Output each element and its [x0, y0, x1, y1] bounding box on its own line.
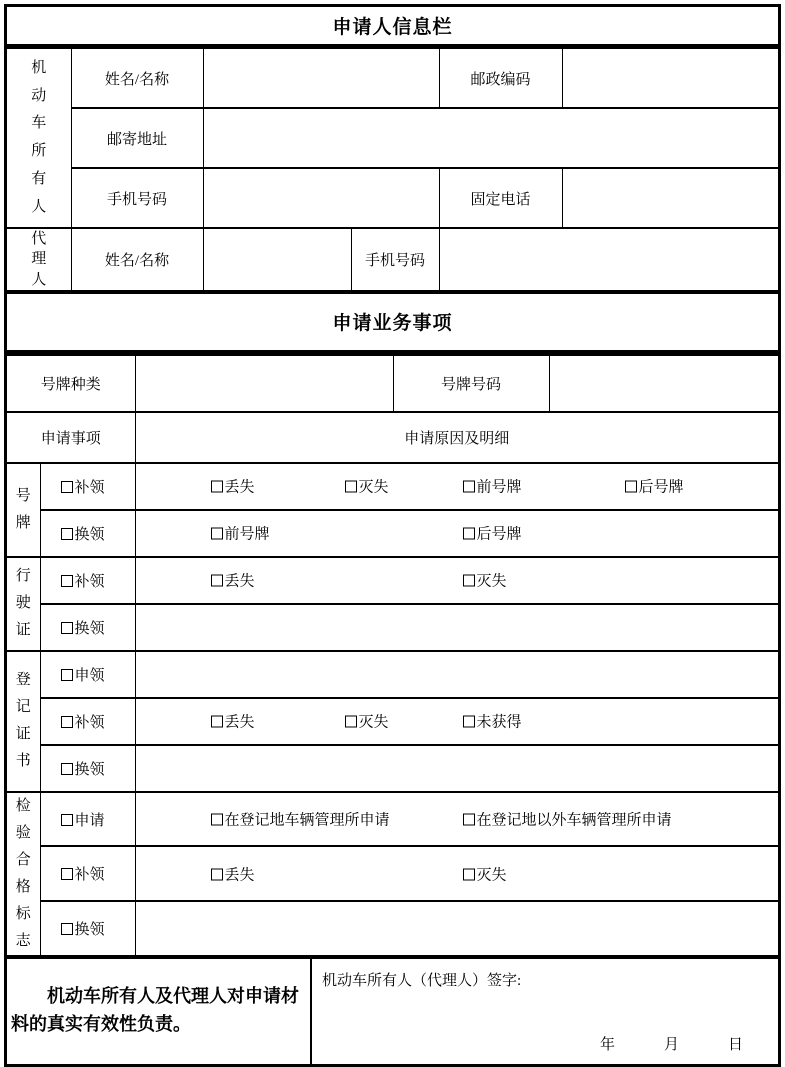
owner-label-cell: [7, 48, 71, 228]
option-checkbox[interactable]: [61, 922, 105, 938]
reason-detail-label: 申请原因及明细: [135, 412, 778, 463]
option-checkbox[interactable]: [61, 574, 105, 590]
business-title-text: 申请业务事项: [332, 313, 453, 335]
checkbox-icon[interactable]: [463, 481, 475, 493]
option-checkbox-label: 换领: [74, 921, 105, 938]
choice-checkbox[interactable]: [463, 809, 672, 830]
checkbox-icon[interactable]: [211, 481, 223, 493]
checkbox-icon[interactable]: [61, 923, 73, 935]
checkbox-icon[interactable]: [61, 528, 73, 540]
option-checkbox[interactable]: [61, 867, 105, 883]
option-row: [7, 510, 778, 557]
business-title: [7, 292, 778, 354]
agent-label-cell: [7, 228, 71, 291]
category-label: 检验合格标志: [15, 797, 31, 949]
option-checkbox[interactable]: [61, 527, 105, 543]
option-checkbox[interactable]: [61, 762, 105, 778]
date-day-label: 日: [728, 1036, 744, 1053]
option-cell: [40, 557, 135, 604]
fixed-phone-input[interactable]: [562, 168, 778, 228]
choice-checkbox[interactable]: [463, 476, 522, 497]
category-label: 登记证书: [15, 672, 31, 770]
checkbox-icon[interactable]: [211, 814, 223, 826]
checkbox-icon[interactable]: [625, 481, 637, 493]
checkbox-icon[interactable]: [463, 716, 475, 728]
checkbox-icon[interactable]: [61, 622, 73, 634]
owner-name-label: 姓名/名称: [71, 48, 203, 108]
checkbox-icon[interactable]: [211, 575, 223, 587]
choices-cell: [135, 698, 778, 745]
option-checkbox-label: 补领: [74, 573, 105, 590]
option-checkbox[interactable]: [61, 480, 105, 496]
choice-checkbox-label: 丢失: [224, 714, 255, 731]
choices-cell: [135, 651, 778, 698]
choice-checkbox-label: 前号牌: [224, 526, 270, 543]
choice-checkbox[interactable]: [345, 711, 389, 732]
choices-cell: [135, 792, 778, 847]
option-checkbox-label: 换领: [74, 620, 105, 637]
mobile-input[interactable]: [203, 168, 439, 228]
option-row: [7, 745, 778, 792]
agent-name-label: 姓名/名称: [71, 228, 203, 291]
plate-type-input[interactable]: [135, 355, 393, 412]
choice-checkbox-label: 后号牌: [638, 479, 684, 496]
option-cell: [40, 698, 135, 745]
checkbox-icon[interactable]: [61, 481, 73, 493]
choices-cell: [135, 846, 778, 901]
checkbox-icon[interactable]: [61, 814, 73, 826]
option-checkbox-label: 补领: [74, 714, 105, 731]
date-month-label: 月: [664, 1036, 680, 1053]
checkbox-icon[interactable]: [211, 716, 223, 728]
option-cell: [40, 846, 135, 901]
choice-checkbox[interactable]: [211, 523, 270, 544]
option-row: [7, 604, 778, 651]
choices-cell: [135, 463, 778, 510]
choice-checkbox-label: 灭失: [476, 573, 507, 590]
application-item-label: 申请事项: [7, 412, 135, 463]
choices-cell: [135, 745, 778, 792]
category-cell: [7, 792, 40, 956]
date-year-label: 年: [600, 1036, 616, 1053]
option-cell: [40, 463, 135, 510]
option-cell: [40, 510, 135, 557]
choices-cell: [135, 510, 778, 557]
choice-checkbox[interactable]: [211, 476, 255, 497]
plate-number-label: 号牌号码: [393, 355, 549, 412]
choice-checkbox[interactable]: [345, 476, 389, 497]
checkbox-icon[interactable]: [345, 716, 357, 728]
choice-checkbox[interactable]: [463, 570, 507, 591]
option-cell: [40, 651, 135, 698]
mobile-label: 手机号码: [71, 168, 203, 228]
mailing-address-label: 邮寄地址: [71, 108, 203, 168]
checkbox-icon[interactable]: [463, 814, 475, 826]
applicant-info-table: [7, 47, 778, 292]
choice-checkbox[interactable]: [463, 863, 507, 884]
checkbox-icon[interactable]: [463, 868, 475, 880]
option-cell: [40, 604, 135, 651]
category-cell: [7, 557, 40, 651]
responsibility-statement: 机动车所有人及代理人对申请材料的真实有效性负责。: [11, 986, 299, 1035]
option-row: [7, 792, 778, 847]
option-checkbox[interactable]: [61, 715, 105, 731]
business-table: [7, 354, 778, 957]
checkbox-icon[interactable]: [463, 575, 475, 587]
choice-checkbox[interactable]: [463, 523, 522, 544]
mailing-address-input[interactable]: [203, 108, 778, 168]
choice-checkbox[interactable]: [463, 711, 522, 732]
checkbox-icon[interactable]: [345, 481, 357, 493]
choice-checkbox-label: 未获得: [476, 714, 522, 731]
form-frame: [4, 4, 781, 1067]
choice-checkbox-label: 丢失: [224, 479, 255, 496]
choice-checkbox-label: 在登记地以外车辆管理所申请: [476, 812, 672, 829]
option-checkbox-label: 申领: [74, 667, 105, 684]
applicant-info-title-text: 申请人信息栏: [332, 17, 453, 38]
option-row: [7, 901, 778, 956]
owner-label: 机动车所有人: [31, 59, 47, 215]
checkbox-icon[interactable]: [211, 528, 223, 540]
choice-checkbox[interactable]: [211, 570, 255, 591]
choices-cell: [135, 901, 778, 956]
choices-cell: [135, 604, 778, 651]
option-checkbox-label: 换领: [74, 526, 105, 543]
postal-code-label: 邮政编码: [439, 48, 562, 108]
agent-mobile-label: 手机号码: [351, 228, 439, 291]
choice-checkbox[interactable]: [625, 476, 684, 497]
checkbox-icon[interactable]: [211, 868, 223, 880]
option-row: [7, 557, 778, 604]
choice-checkbox[interactable]: [211, 809, 390, 830]
plate-type-label: 号牌种类: [7, 355, 135, 412]
checkbox-icon[interactable]: [61, 669, 73, 681]
choice-checkbox-label: 灭失: [476, 867, 507, 884]
option-checkbox-label: 补领: [74, 479, 105, 496]
checkbox-icon[interactable]: [463, 528, 475, 540]
postal-code-input[interactable]: [562, 48, 778, 108]
option-checkbox[interactable]: [61, 621, 105, 637]
option-cell: [40, 745, 135, 792]
choice-checkbox-label: 在登记地车辆管理所申请: [224, 812, 390, 829]
owner-name-input[interactable]: [203, 48, 439, 108]
category-cell: [7, 651, 40, 792]
agent-label: 代理人: [31, 231, 47, 288]
category-cell: [7, 463, 40, 557]
option-checkbox-label: 补领: [74, 867, 105, 884]
option-row: [7, 846, 778, 901]
plate-number-input[interactable]: [549, 355, 778, 412]
checkbox-icon[interactable]: [61, 763, 73, 775]
signature-label: 机动车所有人（代理人）签字:: [322, 972, 522, 989]
category-label: 号牌: [15, 487, 31, 531]
option-checkbox[interactable]: [61, 813, 105, 829]
category-label: 行驶证: [15, 568, 31, 639]
choice-checkbox-label: 丢失: [224, 867, 255, 884]
option-cell: [40, 792, 135, 847]
applicant-info-title: [7, 7, 778, 47]
choice-checkbox-label: 前号牌: [476, 479, 522, 496]
fixed-phone-label: 固定电话: [439, 168, 562, 228]
choices-cell: [135, 557, 778, 604]
checkbox-icon[interactable]: [61, 868, 73, 880]
option-row: [7, 651, 778, 698]
option-row: [7, 463, 778, 510]
choice-checkbox-label: 灭失: [358, 714, 389, 731]
agent-name-input[interactable]: [203, 228, 351, 291]
checkbox-icon[interactable]: [61, 575, 73, 587]
choice-checkbox-label: 灭失: [358, 479, 389, 496]
footer-section: [7, 957, 778, 1064]
option-checkbox-label: 申请: [74, 812, 105, 829]
signature-box[interactable]: [312, 959, 778, 1064]
choice-checkbox[interactable]: [211, 711, 255, 732]
choice-checkbox[interactable]: [211, 863, 255, 884]
option-cell: [40, 901, 135, 956]
checkbox-icon[interactable]: [61, 716, 73, 728]
choice-checkbox-label: 丢失: [224, 573, 255, 590]
option-checkbox[interactable]: [61, 668, 105, 684]
choice-checkbox-label: 后号牌: [476, 526, 522, 543]
responsibility-statement-box: [7, 959, 312, 1064]
option-checkbox-label: 换领: [74, 761, 105, 778]
option-row: [7, 698, 778, 745]
agent-mobile-input[interactable]: [439, 228, 778, 291]
